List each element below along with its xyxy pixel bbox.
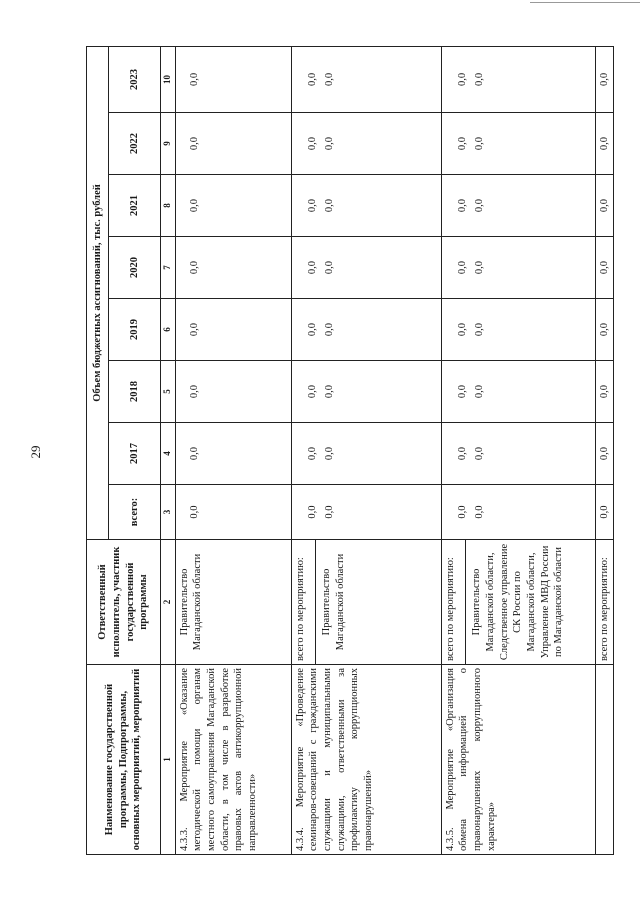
value-cell: 0,0 (175, 175, 291, 237)
value: 0,0 (474, 136, 485, 151)
value-cell: 0,0 (595, 485, 614, 540)
value: 0,0 (324, 322, 335, 337)
total-value: 0,0 (306, 136, 318, 151)
executor: Правительство Магаданской области, Следственное управление СК России по Магаданской области, Управление МВД России по Магаданской области (471, 543, 565, 661)
column-number-row (161, 46, 176, 854)
total-value: 0,0 (306, 446, 318, 461)
value: 0,0 (324, 260, 335, 275)
value-cell: 0,0 (175, 361, 291, 423)
year-2019: 2019 (109, 299, 161, 361)
value-cell: 0,0 (595, 113, 614, 175)
value-cell: 0,0 (595, 299, 614, 361)
table-row (291, 46, 441, 854)
value: 0,0 (474, 446, 485, 461)
value-cell (291, 46, 441, 112)
table-row (175, 46, 291, 854)
value-cell: 0,0 (595, 175, 614, 237)
total-value: 0,0 (306, 505, 318, 519)
total-value: 0,0 (306, 260, 318, 275)
executor: Правительство Магаданской области (321, 553, 346, 651)
header-executor: Ответственный исполнитель, участник государственной программы (87, 540, 161, 665)
header-budget: Объем бюджетных ассигнований, тыс. рублей (87, 46, 109, 539)
col-number: 7 (161, 237, 176, 299)
value-cell: 0,0 (175, 485, 291, 540)
year-2021: 2021 (109, 175, 161, 237)
total-value: 0,0 (456, 322, 468, 337)
value-cell: 0,0 (175, 423, 291, 485)
value-cell: 0,0 (175, 299, 291, 361)
col-number: 10 (161, 46, 176, 112)
col-number: 5 (161, 361, 176, 423)
value-cell (291, 175, 441, 237)
value: 0,0 (474, 198, 485, 213)
total-value: 0,0 (306, 322, 318, 337)
total-value: 0,0 (456, 446, 468, 461)
value-cell: 0,0 (595, 46, 614, 112)
executor-block (291, 540, 441, 665)
year-2018: 2018 (109, 361, 161, 423)
measure-name: 4.3.4. Мероприятие «Проведение семинаров-совещаний с гражданскими служащими и муниципальными служащими, ответственными за профилактику коррупционных правонарушений» (291, 665, 441, 855)
measure-name: 4.3.3. Мероприятие «Оказание методической помощи органам местного самоуправления Магаданской области, в том числе в разработке правовых актов антикоррупционной направленности» (175, 665, 291, 855)
col-number: 4 (161, 423, 176, 485)
total-value: 0,0 (456, 72, 468, 87)
total-label: всего по мероприятию: (442, 540, 467, 664)
value-cell (291, 423, 441, 485)
page-number: 29 (28, 445, 43, 459)
value-cell (291, 485, 441, 540)
value: 0,0 (324, 72, 335, 87)
value-cell: 0,0 (175, 113, 291, 175)
col-number: 6 (161, 299, 176, 361)
total-value: 0,0 (306, 198, 318, 213)
rotated-table-sheet (86, 47, 610, 855)
value-cell (441, 46, 595, 112)
value-cell (441, 175, 595, 237)
value: 0,0 (474, 384, 485, 399)
value-cell: 0,0 (595, 361, 614, 423)
executor: Правительство Магаданской области (175, 540, 291, 665)
header-row-top (87, 46, 109, 854)
value: 0,0 (474, 260, 485, 275)
header-name: Наименование государственной программы, Подпрограммы, основных мероприятий, мероприятий (87, 665, 161, 855)
value-cell (441, 423, 595, 485)
col-number: 1 (161, 665, 176, 855)
total-value: 0,0 (456, 136, 468, 151)
col-number: 8 (161, 175, 176, 237)
value-cell (441, 113, 595, 175)
top-rule (530, 2, 640, 3)
value-cell: 0,0 (175, 46, 291, 112)
year-total: всего: (109, 485, 161, 540)
value-cell (291, 299, 441, 361)
value-cell (291, 113, 441, 175)
table-row (595, 46, 614, 854)
value: 0,0 (474, 505, 485, 519)
total-value: 0,0 (306, 72, 318, 87)
value-cell (441, 237, 595, 299)
value: 0,0 (324, 446, 335, 461)
total-value: 0,0 (456, 384, 468, 399)
year-2017: 2017 (109, 423, 161, 485)
total-value: 0,0 (456, 260, 468, 275)
measure-name: 4.3.5. Мероприятие «Организация обмена информацией о правонарушениях коррупционного характера» (441, 665, 595, 855)
value-cell (291, 361, 441, 423)
executor-block (441, 540, 595, 665)
value: 0,0 (324, 198, 335, 213)
value-cell (441, 485, 595, 540)
empty-cell (595, 665, 614, 855)
total-value: 0,0 (456, 198, 468, 213)
value-cell: 0,0 (595, 423, 614, 485)
total-label: всего по мероприятию: (595, 540, 614, 665)
col-number: 3 (161, 485, 176, 540)
value: 0,0 (324, 136, 335, 151)
year-2023: 2023 (109, 46, 161, 112)
value-cell (441, 361, 595, 423)
value-cell: 0,0 (175, 237, 291, 299)
total-label: всего по мероприятию: (292, 540, 317, 664)
col-number: 9 (161, 113, 176, 175)
value: 0,0 (474, 322, 485, 337)
budget-table (86, 46, 614, 855)
table-row (441, 46, 595, 854)
total-value: 0,0 (306, 384, 318, 399)
value: 0,0 (474, 72, 485, 87)
total-value: 0,0 (456, 505, 468, 519)
value: 0,0 (324, 384, 335, 399)
value-cell: 0,0 (595, 237, 614, 299)
value-cell (441, 299, 595, 361)
year-2022: 2022 (109, 113, 161, 175)
value: 0,0 (324, 505, 335, 519)
col-number: 2 (161, 540, 176, 665)
year-2020: 2020 (109, 237, 161, 299)
value-cell (291, 237, 441, 299)
